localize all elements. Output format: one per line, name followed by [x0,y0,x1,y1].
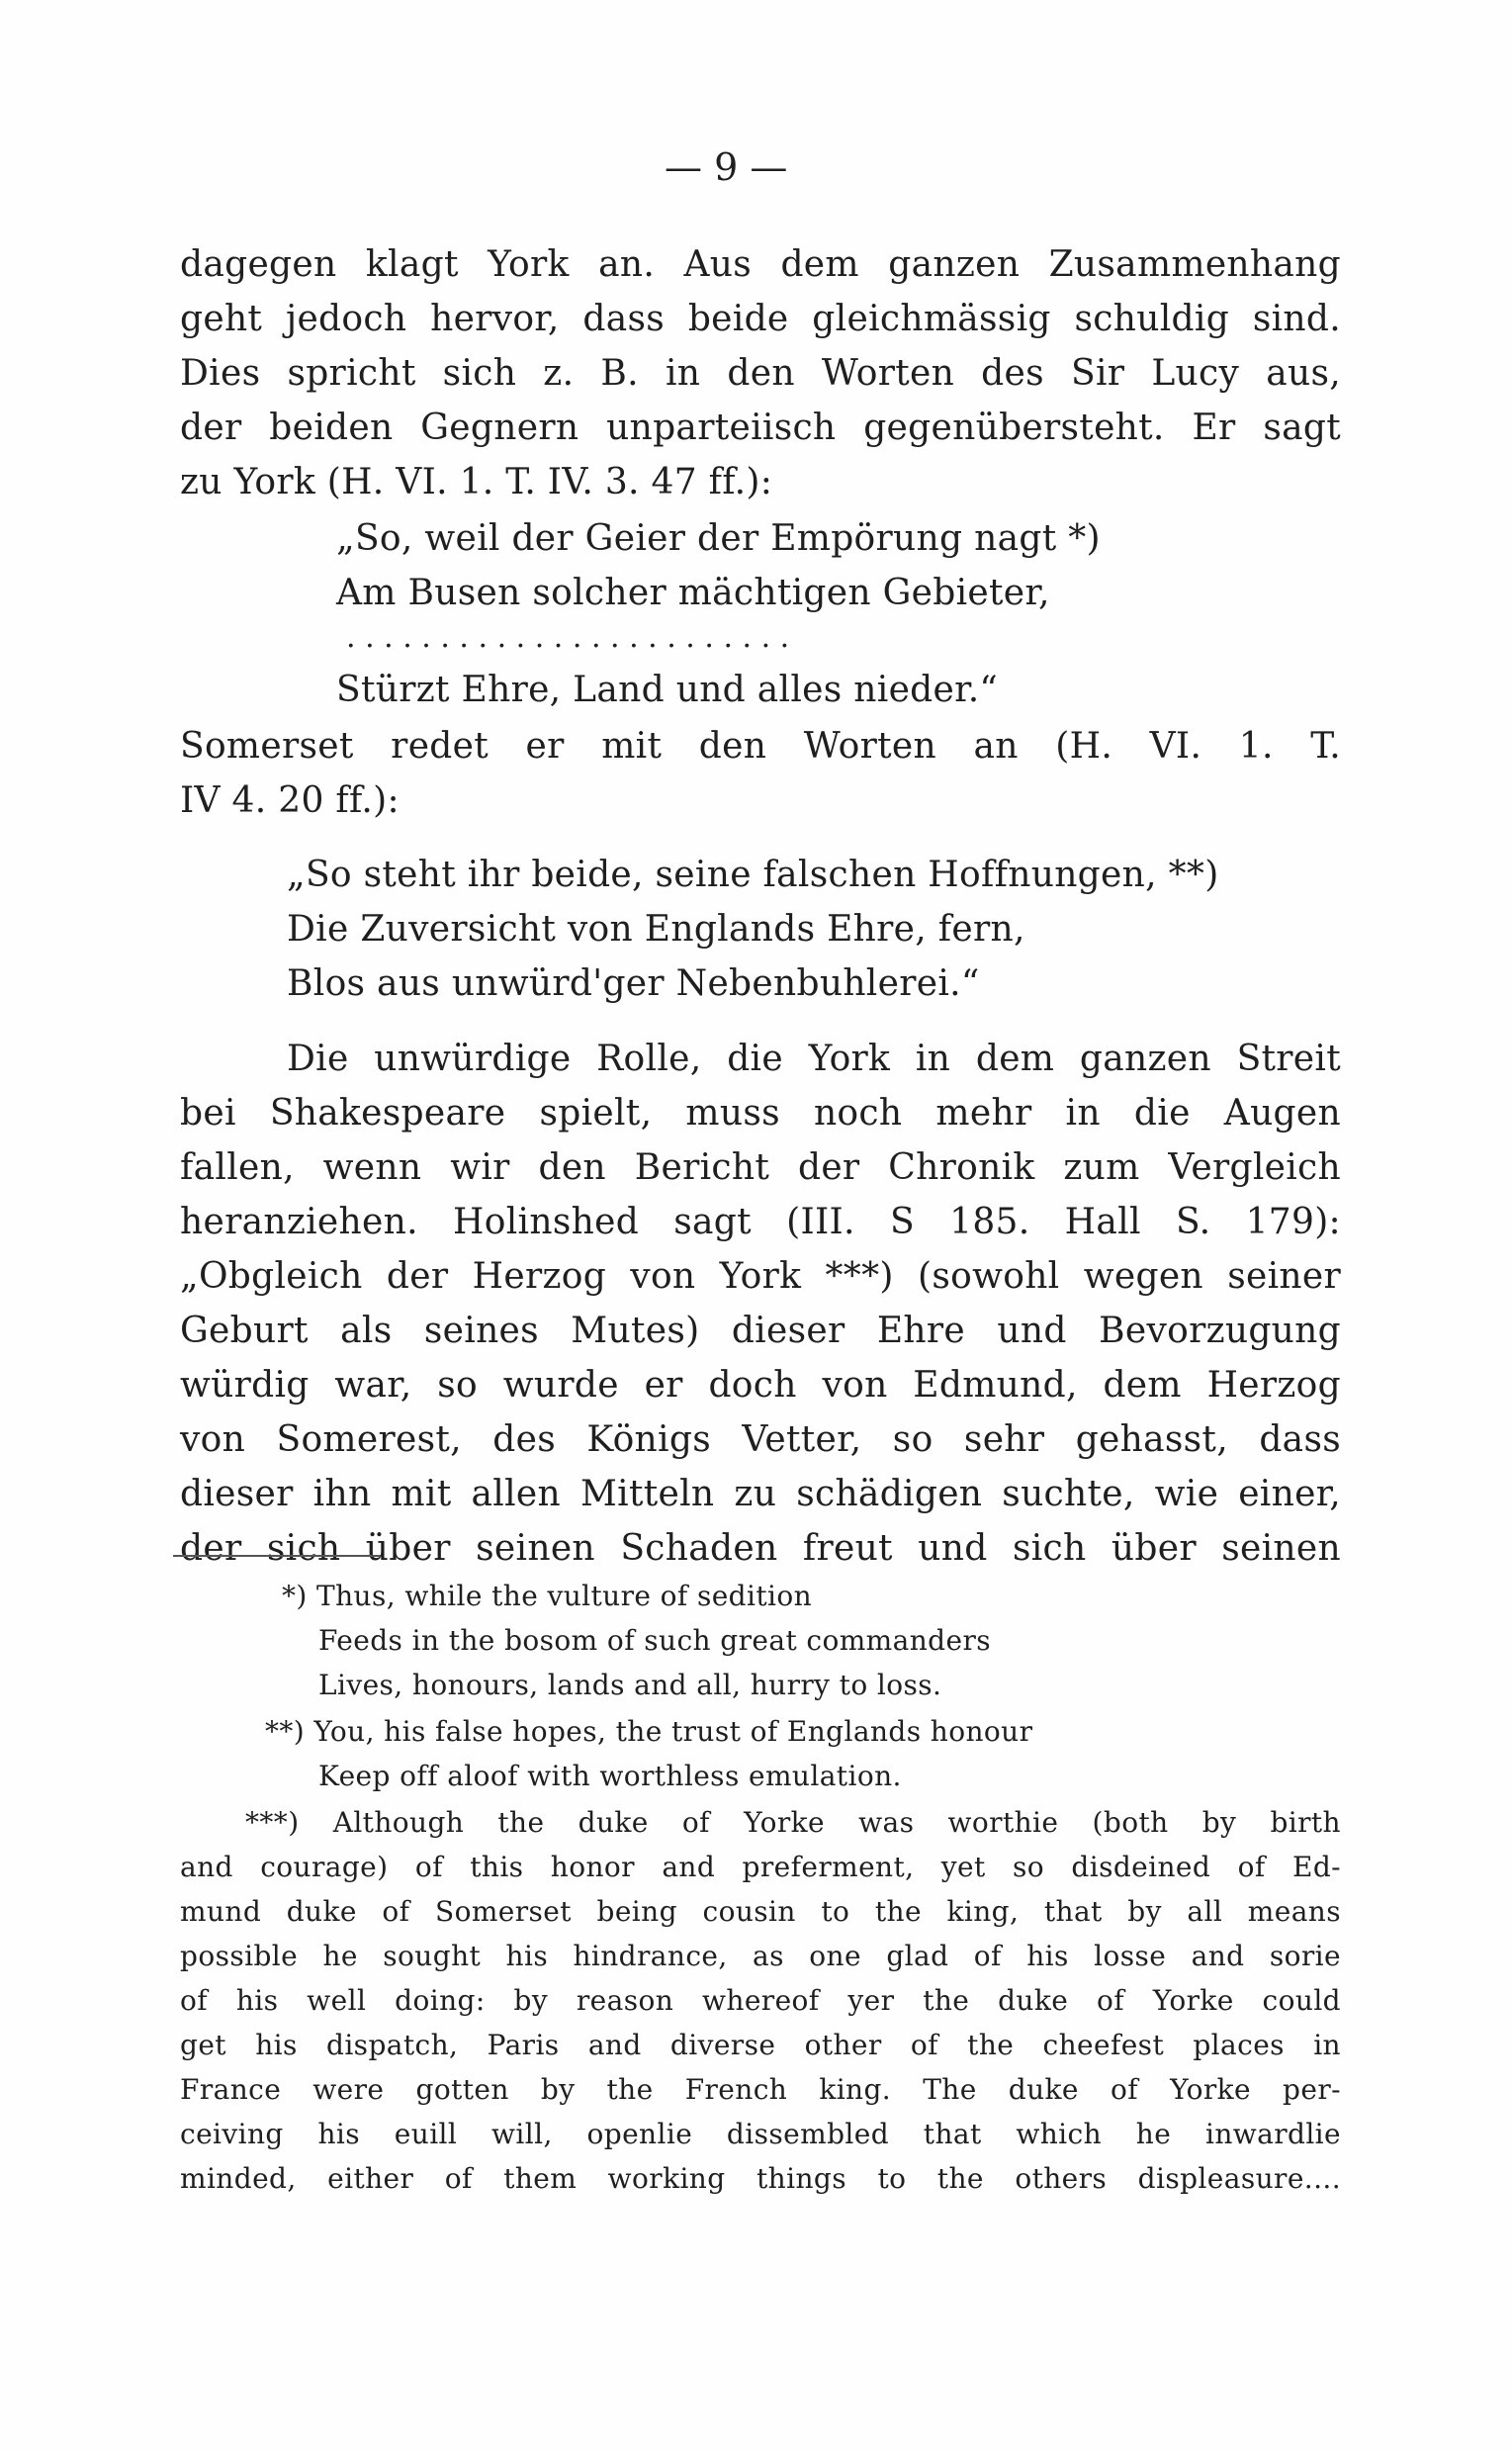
body-line: Dies spricht sich z. B. in den Worten des Sir Lucy aus, [180,353,1341,394]
footnote-line: ceiving his euill will, openlie dissembled that which he inwardlie [180,2118,1341,2150]
page-number: — 9 — [665,145,788,189]
body-line: würdig war, so wurde er doch von Edmund, dem Herzog [180,1365,1341,1406]
footnote-divider [173,1555,381,1557]
footnote-line: France were gotten by the French king. The duke of Yorke per- [180,2073,1341,2106]
body-line: zu York (H. VI. 1. T. IV. 3. 47 ff.): [180,462,773,502]
body-line: heranziehen. Holinshed sagt (III. S 185. Hall S. 179): [180,1202,1341,1242]
body-line: der beiden Gegnern unparteiisch gegenübersteht. Er sagt [180,408,1341,448]
body-line: IV 4. 20 ff.): [180,780,400,821]
footnote-line: of his well doing: by reason whereof yer the duke of Yorke could [180,1984,1341,2017]
ellipsis-row: . . . . . . . . . . . . . . . . . . . . . . . . [346,620,790,655]
footnote-line: minded, either of them working things to the others displeasure.... [180,2162,1341,2195]
verse-line: „So steht ihr beide, seine falschen Hoffnungen, **) [287,855,1219,895]
verse-line: „So, weil der Geier der Empörung nagt *) [336,518,1101,559]
footnote-line: ***) Although the duke of Yorke was worthie (both by birth [245,1806,1341,1839]
footnote-line: mund duke of Somerset being cousin to the king, that by all means [180,1895,1341,1928]
body-line: dagegen klagt York an. Aus dem ganzen Zusammenhang [180,244,1341,285]
verse-line: Am Busen solcher mächtigen Gebieter, [336,573,1050,613]
footnote-line: possible he sought his hindrance, as one glad of his losse and sorie [180,1940,1341,1972]
footnote-line: Keep off aloof with worthless emulation. [318,1760,902,1792]
footnote-line: get his dispatch, Paris and diverse other of the cheefest places in [180,2029,1341,2061]
body-line: bei Shakespeare spielt, muss noch mehr in die Augen [180,1093,1341,1134]
footnote-line: Lives, honours, lands and all, hurry to loss. [318,1669,942,1701]
verse-line: Die Zuversicht von Englands Ehre, fern, [287,909,1025,950]
body-line: Die unwürdige Rolle, die York in dem ganzen Streit [287,1039,1341,1079]
footnote-line: *) Thus, while the vulture of sedition [282,1580,813,1612]
footnote-line: Feeds in the bosom of such great commanders [318,1624,992,1657]
body-line: „Obgleich der Herzog von York ***) (sowohl wegen seiner [180,1256,1341,1297]
verse-line: Blos aus unwürd'ger Nebenbuhlerei.“ [287,963,980,1004]
body-line: Somerset redet er mit den Worten an (H. VI. 1. T. [180,726,1341,767]
footnote-line: **) You, his false hopes, the trust of Englands honour [265,1715,1033,1748]
body-line: geht jedoch hervor, dass beide gleichmässig schuldig sind. [180,299,1341,339]
body-line: Geburt als seines Mutes) dieser Ehre und Bevorzugung [180,1311,1341,1351]
body-line: von Somerest, des Königs Vetter, so sehr gehasst, dass [180,1419,1341,1460]
verse-line: Stürzt Ehre, Land und alles nieder.“ [336,670,999,710]
body-line: fallen, wenn wir den Bericht der Chronik zum Vergleich [180,1147,1341,1188]
footnote-line: and courage) of this honor and preferment, yet so disdeined of Ed- [180,1851,1341,1883]
body-line: der sich über seinen Schaden freut und sich über seinen [180,1528,1341,1569]
body-line: dieser ihn mit allen Mitteln zu schädigen suchte, wie einer, [180,1474,1341,1514]
